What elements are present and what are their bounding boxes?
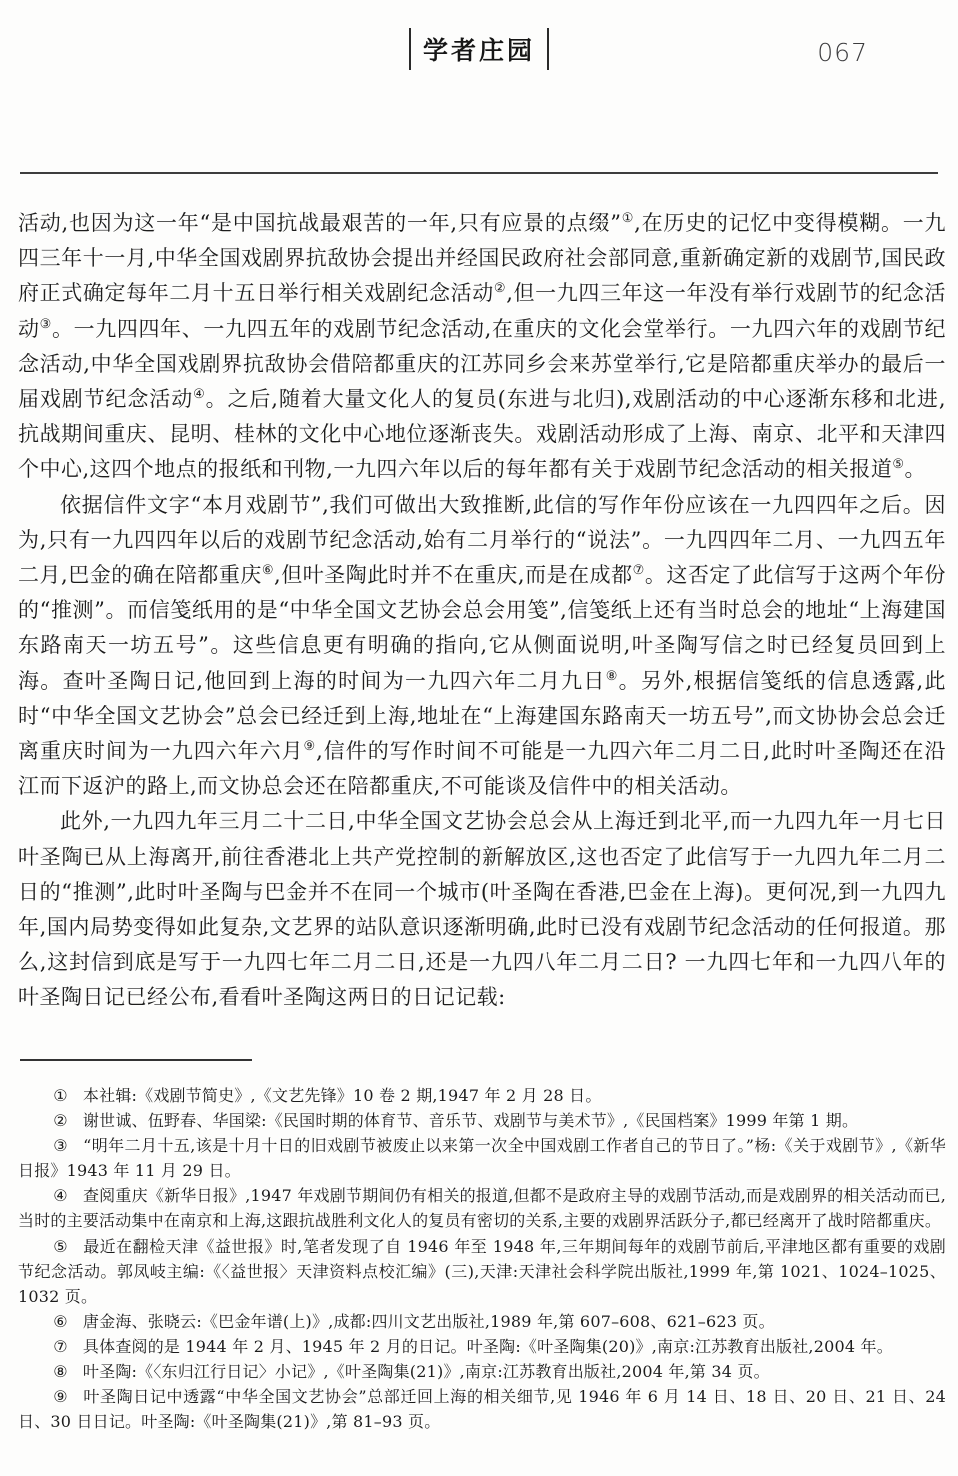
footnote-ref: ⑦ [632,563,645,579]
footnote-text: 叶圣陶日记中透露“中华全国文艺协会”总部迁回上海的相关细节,见 1946 年 6 月 14 日、18 日、20 日、21 日、24 日、30 日日记。叶圣陶:《叶圣陶集(21)》,第 81–93 页。 [18,1387,946,1432]
journal-section-title: 学者庄园 [409,28,549,70]
footnote-text: 唐金海、张晓云:《巴金年谱(上)》,成都:四川文艺出版社,1989 年,第 607–608、621–623 页。 [82,1311,775,1331]
footnote-ref: ③ [39,316,52,332]
footnote-text: 叶圣陶:《〈东归江行日记〉小记》,《叶圣陶集(21)》,南京:江苏教育出版社,2004 年,第 34 页。 [82,1362,770,1382]
footnote-ref: ⑤ [892,457,905,473]
footnote-marker: ③ [53,1136,68,1156]
header-rule [20,172,938,174]
footnote-ref: ⑨ [303,739,317,755]
article-body [18,206,946,1016]
footnote-item [18,1183,946,1233]
footnote-ref: ① [621,211,635,226]
footnote-marker: ⑧ [53,1362,68,1382]
paragraph: 依据信件文字“本月戏剧节”,我们可做出大致推断,此信的写作年份应该在一九四四年之后。因为,只有一九四四年以后的戏剧节纪念活动,始有二月举行的“说法”。一九四四年二月、一九四五年二月,巴金的确在陪都重庆⑥,但叶圣陶此时并不在重庆,而是在成都⑦。这否定了此信写于这两个年份的“推测”。而信笺纸用的是“中华全国文艺协会总会用笺”,信笺纸上还有当时总会的地址“上海建国东路南天一坊五号”。这些信息更有明确的指向,它从侧面说明,叶圣陶写信之时已经复员回到上海。查叶圣陶日记,他回到上海的时间为一九四六年二月九日⑧。另外,根据信笺纸的信息透露,此时“中华全国文艺协会”总会已经迁到上海,地址在“上海建国东路南天一坊五号”,而文协协会总会迁离重庆时间为一九四六年六月⑨,信件的写作时间不可能是一九四六年二月二日,此时叶圣陶还在沿江而下返沪的路上,而文协总会还在陪都重庆,不可能谈及信件中的相关活动。 [18,492,946,799]
footnote-marker: ⑤ [53,1236,69,1256]
footnote-ref: ② [493,281,507,297]
paragraph: 此外,一九四九年三月二十二日,中华全国文艺协会总会从上海迁到北平,而一九四九年一月七日叶圣陶已从上海离开,前往香港北上共产党控制的新解放区,这也否定了此信写于一九四九年二月二日的“推测”,此时叶圣陶与巴金并不在同一个城市(叶圣陶在香港,巴金在上海)。更何况,到一九四九年,国内局势变得如此复杂,文艺界的站队意识逐渐明确,此时已没有戏剧节纪念活动的任何报道。那么,这封信到底是写于一九四七年二月二日,还是一九四八年二月二日? 一九四七年和一九四八年的叶圣陶日记已经公布,看看叶圣陶这两日的日记记载: [18,809,946,1010]
footnote-item [18,1359,946,1384]
page-number: 067 [817,38,868,67]
footnote-item [18,1108,946,1133]
paragraph: 活动,也因为这一年“是中国抗战最艰苦的一年,只有应景的点缀”①,在历史的记忆中变得模糊。一九四三年十一月,中华全国戏剧界抗敌协会提出并经国民政府社会部同意,重新确定新的戏剧节,国民政府正式确定每年二月十五日举行相关戏剧纪念活动②,但一九四三年这一年没有举行戏剧节的纪念活动③。一九四四年、一九四五年的戏剧节纪念活动,在重庆的文化会堂举行。一九四六年的戏剧节纪念活动,中华全国戏剧界抗敌协会借陪都重庆的江苏同乡会来苏堂举行,它是陪都重庆举办的最后一届戏剧节纪念活动④。之后,随着大量文化人的复员(东进与北归),戏剧活动的中心逐渐东移和北进,抗战期间重庆、昆明、桂林的文化中心地位逐渐丧失。戏剧活动形成了上海、南京、北平和天津四个中心,这四个地点的报纸和刊物,一九四六年以后的每年都有关于戏剧节纪念活动的相关报道⑤。 [18,211,947,482]
footnote-item [18,1384,946,1434]
footnote-text: 本社辑:《戏剧节简史》,《文艺先锋》10 卷 2 期,1947 年 2 月 28 日。 [82,1086,602,1105]
footnote-item [18,1133,946,1183]
footnote-marker: ① [53,1086,68,1105]
footnote-item [18,1083,946,1108]
footnote-text: “明年二月十五,该是十月十日的旧戏剧节被废止以来第一次全中国戏剧工作者自己的节日了。”杨:《关于戏剧节》,《新华日报》1943 年 11 月 29 日。 [18,1136,947,1181]
footnote-marker: ② [53,1111,68,1131]
footnote-marker: ⑨ [53,1387,69,1407]
footnote-ref: ④ [193,387,206,403]
footnote-separator [20,1059,252,1061]
footnote-item [18,1309,946,1334]
footnote-marker: ⑦ [53,1336,68,1356]
footnote-marker: ⑥ [53,1311,68,1331]
footnote-text: 查阅重庆《新华日报》,1947 年戏剧节期间仍有相关的报道,但都不是政府主导的戏剧节活动,而是戏剧界的相关活动而已,当时的主要活动集中在南京和上海,这跟抗战胜利文化人的复员有密切的关系,主要的戏剧界活跃分子,都已经离开了战时陪都重庆。 [18,1186,947,1231]
footnote-item [18,1234,946,1309]
footnote-ref: ⑥ [261,563,275,579]
footnotes-section [18,1083,946,1434]
footnote-marker: ④ [53,1186,68,1206]
footnote-text: 谢世诚、伍野春、华国梁:《民国时期的体育节、音乐节、戏剧节与美术节》,《民国档案》1999 年第 1 期。 [82,1111,859,1131]
footnote-text: 具体查阅的是 1944 年 2 月、1945 年 2 月的日记。叶圣陶:《叶圣陶集(20)》,南京:江苏教育出版社,2004 年。 [82,1336,893,1356]
page-header [0,28,958,70]
footnote-text: 最近在翻检天津《益世报》时,笔者发现了自 1946 年至 1948 年,三年期间每年的戏剧节前后,平津地区都有重要的戏剧节纪念活动。郭凤岐主编:《〈益世报〉天津资料点校汇编》(三),天津:天津社会科学院出版社,1999 年,第 1021、1024–1025、1032 页。 [18,1236,947,1306]
footnote-item [18,1334,946,1359]
footnote-ref: ⑧ [605,668,619,684]
